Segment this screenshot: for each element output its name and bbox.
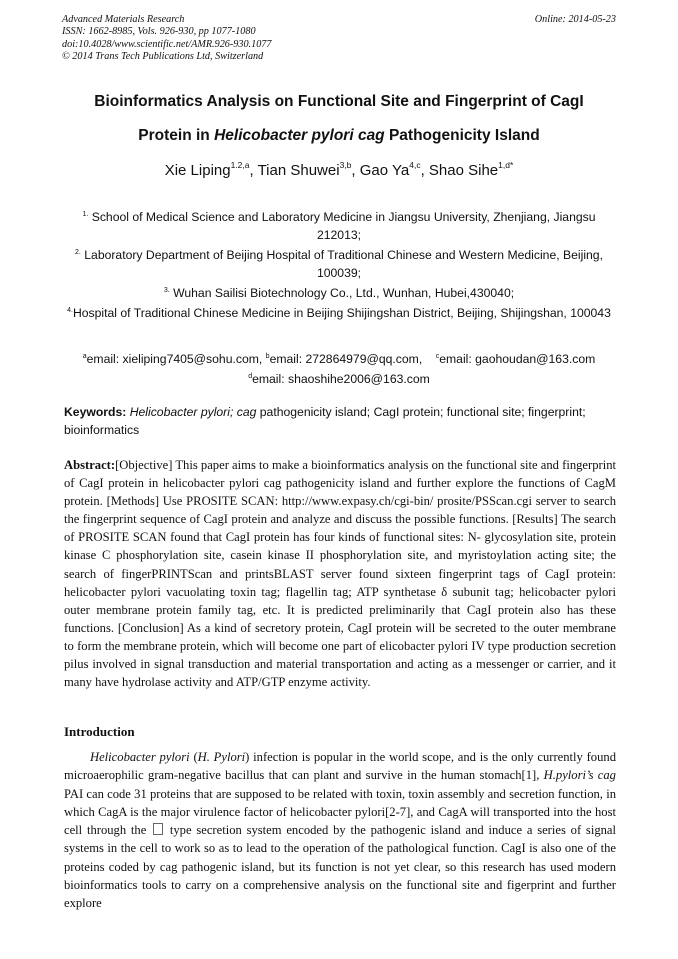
affiliation-text: School of Medical Science and Laboratory Medicine in Jiangsu University, Zhenjiang, Jiangsu 212013; — [91, 210, 596, 242]
intro-text: ( — [189, 750, 198, 764]
affiliation-number: 3. — [163, 287, 170, 294]
email-line-2 — [40, 368, 638, 388]
affiliation-text: Laboratory Department of Beijing Hospital of Traditional Chinese and Western Medicine, Beijing, 100039; — [84, 248, 603, 280]
affiliation-2 — [60, 244, 618, 282]
introduction-heading: Introduction — [64, 724, 135, 739]
author-name: Gao Ya — [359, 162, 410, 179]
author-name: Shao Sihe — [428, 162, 499, 179]
email-mark: b — [265, 353, 270, 360]
author-separator: , — [351, 162, 360, 179]
title-organism: Helicobacter pylori cag — [214, 127, 385, 144]
abstract-text: [Objective] This paper aims to make a bioinformatics analysis on the functional site and fingerprint of CagI protein in helicobacter pylori cag pathogenicity island and further explore the functions of CagM protein. [Methods] Use PROSITE SCAN: http://www.expasy.ch/cgi-bin/ prosite/PSScan.cgi server to search the fingerprint sequence of CagI protein and analyze and discuss the possible functions. [Results] The search of PROSITE SCAN found that CagI protein has four kinds of functional sites: N- glycosylation site, protein kinase C phosphorylation site, casein kinase II phosphorylation site, and myristoylation acting site; the search of fingerPRINTScan and printsBLAST server found sixteen fingerprint tags of CagI protein: helicobacter pylori vacuolating toxin tag; flagellin tag; ATP synthetase δ subunit tag; helicobacter pylori outer membrane protein family tag, etc. It is predicted preliminarily that CagI protein also has these functions. [Conclusion] As a kind of secretory protein, CagI protein will be secreted to the outer membrane to form the membrane protein, which will become one part of elicobacter pylori IV type production secretion pilus involved in signal transduction and material transportation and acting as a messenger or carrier, and it many have hydrolase activity and ATP/GTP enzyme activity. — [64, 458, 616, 690]
affiliation-number: 1. — [82, 211, 89, 218]
journal-copyright: © 2014 Trans Tech Publications Ltd, Switzerland — [62, 50, 264, 62]
email-line-1 — [40, 348, 638, 368]
author-affiliation-mark: 1,d* — [498, 160, 514, 170]
journal-name: Advanced Materials Research — [62, 14, 185, 25]
email-a: email: xieliping7405@sohu.com, — [86, 352, 266, 366]
affiliation-number: 2. — [75, 249, 81, 256]
keywords-text: pathogenicity island; CagI protein; functional site; fingerprint; bioinformatics — [64, 405, 586, 437]
affiliation-text: Wuhan Sailisi Biotechnology Co., Ltd., Wunhan, Hubei,430040; — [173, 286, 515, 300]
intro-italic: H.pylori’s cag — [543, 768, 616, 783]
missing-glyph-icon — [153, 823, 163, 835]
email-b: email: 272864979@qq.com, — [269, 352, 423, 366]
author-affiliation-mark: 3,b — [339, 160, 352, 170]
intro-text: type secretion system encoded by the pathogenic island and induce a series of signal systems in the cell to work so as to lead to the operation of the pathological function. CagI is also one of the proteins coded by cag pathogenic island, but its function is not yet clear, so this research has used modern bioinformatics tools to carry on a comprehensive analysis on the functional site and figerprint and further explore — [64, 823, 617, 911]
affiliation-number: 4. — [67, 307, 73, 314]
affiliation-4 — [60, 302, 618, 322]
author-separator: , — [249, 162, 258, 179]
author-affiliation-mark: 1.2,a — [230, 160, 250, 170]
author-list — [40, 160, 638, 179]
abstract-section — [64, 456, 616, 691]
journal-header — [62, 14, 616, 63]
email-mark: d — [248, 373, 253, 380]
author-name: Xie Liping — [164, 162, 231, 179]
intro-text: ) infection is popular in the world scope, and is the only currently found microaerophilic gram-negative bacillus that can plant and survive in the human stomach[1], — [64, 750, 616, 783]
email-list — [40, 348, 638, 388]
affiliation-3 — [60, 282, 618, 302]
intro-italic: Helicobacter pylori — [90, 750, 190, 764]
title-text: Protein in — [138, 127, 215, 144]
title-text: Pathogenicity Island — [384, 127, 540, 144]
intro-text: PAI can code 31 proteins that are supposed to be related with toxin, toxin assembly and secretion function, in which CagA is the major virulence factor of helicobacter pylori[2-7], and CagA will transported into the host cell through the — [64, 786, 616, 838]
journal-issn: ISSN: 1662-8985, Vols. 926-930, pp 1077-1080 — [62, 26, 256, 38]
affiliation-text: Hospital of Traditional Chinese Medicine in Beijing Shijingshan District, Beijing, Shijingshan, 100043 — [72, 306, 611, 320]
author-affiliation-mark: 4,c — [409, 160, 421, 170]
affiliation-1 — [60, 206, 618, 244]
email-c: email: gaohoudan@163.com — [439, 352, 596, 366]
email-mark: a — [82, 353, 87, 360]
author-name: Tian Shuwei — [257, 162, 340, 179]
keywords-italic: Helicobacter pylori; cag — [129, 405, 257, 419]
email-mark: c — [435, 353, 440, 360]
paper-title-line-2 — [40, 127, 638, 145]
paper-title-line-1: Bioinformatics Analysis on Functional Site and Fingerprint of CagI — [94, 93, 584, 110]
online-date: Online: 2014-05-23 — [534, 14, 616, 25]
journal-doi: doi:10.4028/www.scientific.net/AMR.926-930.1077 — [62, 38, 272, 50]
affiliation-list — [60, 206, 618, 322]
intro-italic: H. Pylori — [197, 750, 246, 764]
keywords-label: Keywords: — [64, 405, 127, 419]
introduction-paragraph — [64, 748, 616, 913]
email-d: email: shaoshihe2006@163.com — [252, 372, 430, 386]
author-separator: , — [420, 162, 429, 179]
keywords-section — [64, 403, 616, 439]
abstract-label: Abstract: — [64, 458, 116, 472]
